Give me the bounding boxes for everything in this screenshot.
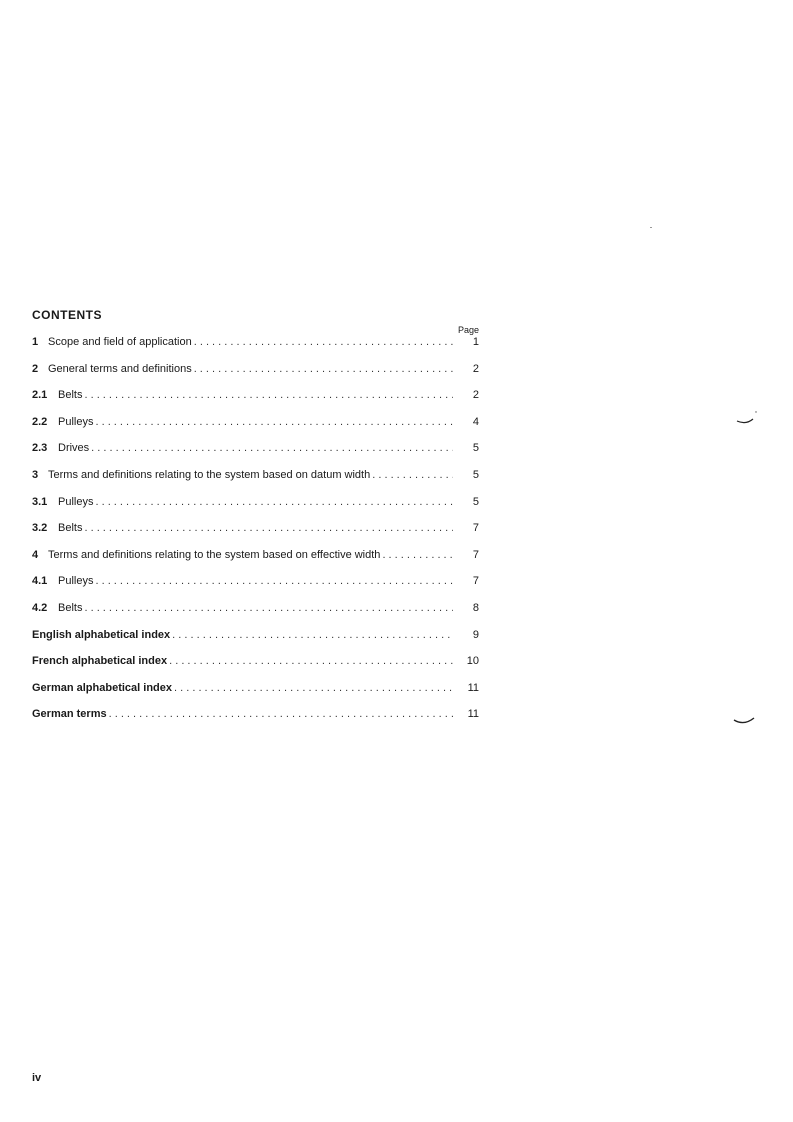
dot-leader [84,601,453,615]
entry-title: Belts [58,389,83,402]
dot-leader [84,521,453,535]
entry-number: 3.1 [32,495,48,508]
scan-speck [650,227,652,228]
entry-number: 2.1 [32,389,48,402]
entry-number: 2 [32,362,39,375]
contents-heading: CONTENTS [32,308,102,322]
entry-page: 11 [467,708,479,721]
entry-page: 7 [472,575,479,588]
page-column-label: Page [457,325,479,335]
page-folio: iv [32,1072,42,1084]
entry-number: 2.3 [32,442,48,455]
toc-entry[interactable] [32,601,479,628]
entry-title: Pulleys [58,575,94,588]
entry-page: 5 [472,468,479,481]
entry-number: 3 [32,468,39,481]
entry-title: Belts [58,522,83,535]
dot-leader [169,654,453,668]
entry-page: 2 [472,362,479,375]
entry-number: 3.2 [32,522,48,535]
entry-title: General terms and definitions [48,362,192,375]
toc-entries [32,335,479,734]
entry-page: 5 [472,495,479,508]
dot-leader [95,495,453,509]
entry-title: Terms and definitions relating to the system based on datum width [48,468,371,481]
entry-number: 1 [32,336,39,348]
entry-page: 7 [472,522,479,535]
toc-entry[interactable] [32,654,479,681]
entry-title: Pulleys [58,495,94,508]
entry-page: 9 [472,628,479,641]
toc-entry[interactable] [32,441,479,468]
toc-entry[interactable] [32,707,479,734]
entry-title: Scope and field of application [48,336,192,348]
dot-leader [382,548,453,562]
entry-title: Belts [58,601,83,614]
dot-leader [95,574,453,588]
entry-number: 2.2 [32,415,48,428]
toc-entry[interactable] [32,415,479,442]
entry-number: 4.1 [32,575,48,588]
dot-leader [172,628,453,642]
entry-title: Drives [58,442,90,455]
dot-leader [84,388,453,402]
toc-entry[interactable] [32,468,479,495]
toc-entry[interactable] [32,521,479,548]
toc-entry[interactable] [32,681,479,708]
toc-entry[interactable] [32,574,479,601]
entry-title: French alphabetical index [32,655,168,668]
entry-page: 8 [472,601,479,614]
toc-entry[interactable] [32,495,479,522]
toc-entry[interactable] [32,335,479,362]
entry-page: 2 [472,389,479,402]
dot-leader [95,415,453,429]
toc-entry[interactable] [32,362,479,389]
entry-title: German alphabetical index [32,681,172,694]
entry-title: Pulleys [58,415,94,428]
dot-leader [372,468,453,482]
entry-number: 4.2 [32,601,48,614]
toc-entry[interactable] [32,548,479,575]
table-of-contents [32,308,479,721]
dot-leader [174,681,453,695]
scan-mark [736,408,758,426]
entry-page: 5 [472,442,479,455]
dot-leader [109,707,453,721]
entry-title: English alphabetical index [32,628,171,641]
dot-leader [194,335,453,349]
entry-page: 1 [472,336,479,348]
toc-entry[interactable] [32,628,479,655]
dot-leader [91,441,453,455]
scan-mark [733,714,757,728]
entry-page: 10 [466,655,479,668]
entry-number: 4 [32,548,39,561]
entry-title: Terms and definitions relating to the system based on effective width [48,548,381,561]
entry-title: German terms [32,708,107,721]
entry-page: 11 [467,681,479,694]
entry-page: 4 [472,415,479,428]
toc-entry[interactable] [32,388,479,415]
dot-leader [194,362,453,376]
entry-page: 7 [472,548,479,561]
